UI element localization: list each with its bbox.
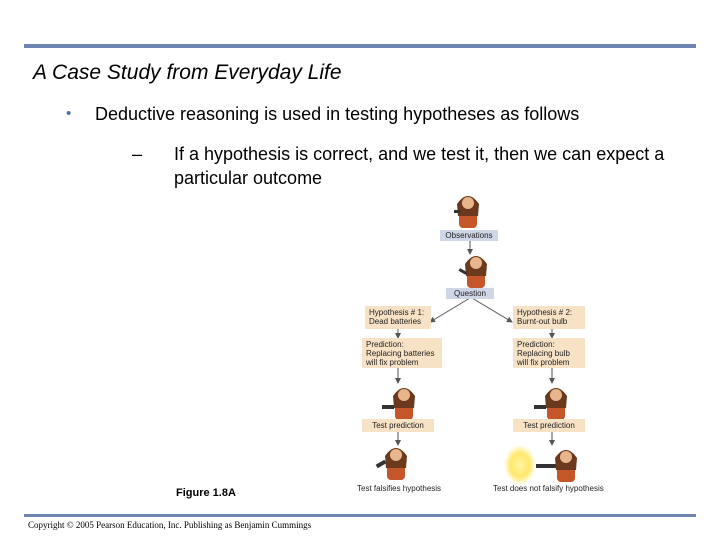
copyright-notice: Copyright © 2005 Pearson Education, Inc. Publishing as Benjamin Cummings	[28, 520, 312, 530]
bullet-dot: •	[66, 105, 72, 122]
result-1-label: Test falsifies hypothesis	[357, 484, 442, 493]
prediction-1-box: Prediction: Replacing batteries will fix problem	[362, 338, 442, 368]
result-2-label: Test does not falsify hypothesis	[493, 484, 604, 493]
sub-bullet-marker: –	[132, 144, 143, 164]
hypothesis-2-box: Hypothesis # 2: Burnt-out bulb	[513, 306, 585, 329]
question-label: Question	[446, 288, 494, 299]
figure-label: Figure 1.8A	[176, 487, 236, 499]
observations-label: Observations	[440, 230, 498, 241]
test-prediction-1-box: Test prediction	[362, 419, 434, 432]
hypothesis-1-box: Hypothesis # 1: Dead batteries	[365, 306, 431, 329]
person-flashlight-off-icon	[376, 448, 407, 480]
slide-title: A Case Study from Everyday Life	[33, 61, 342, 84]
sub-bullet-text: If a hypothesis is correct, and we test it, then we can expect a particular outcome	[174, 144, 665, 188]
person-observing-icon	[454, 196, 479, 228]
bullet-text: Deductive reasoning is used in testing hypotheses as follows	[95, 104, 580, 124]
person-questioning-icon	[459, 256, 487, 288]
prediction-2-box: Prediction: Replacing bulb will fix problem	[513, 338, 585, 368]
bottom-rule	[24, 514, 696, 517]
person-flashlight-on-icon	[536, 450, 577, 482]
person-testing-bulb-icon	[534, 388, 567, 420]
person-testing-batteries-icon	[382, 388, 415, 420]
test-prediction-2-box: Test prediction	[513, 419, 585, 432]
flashlight-glow-icon	[504, 445, 536, 485]
